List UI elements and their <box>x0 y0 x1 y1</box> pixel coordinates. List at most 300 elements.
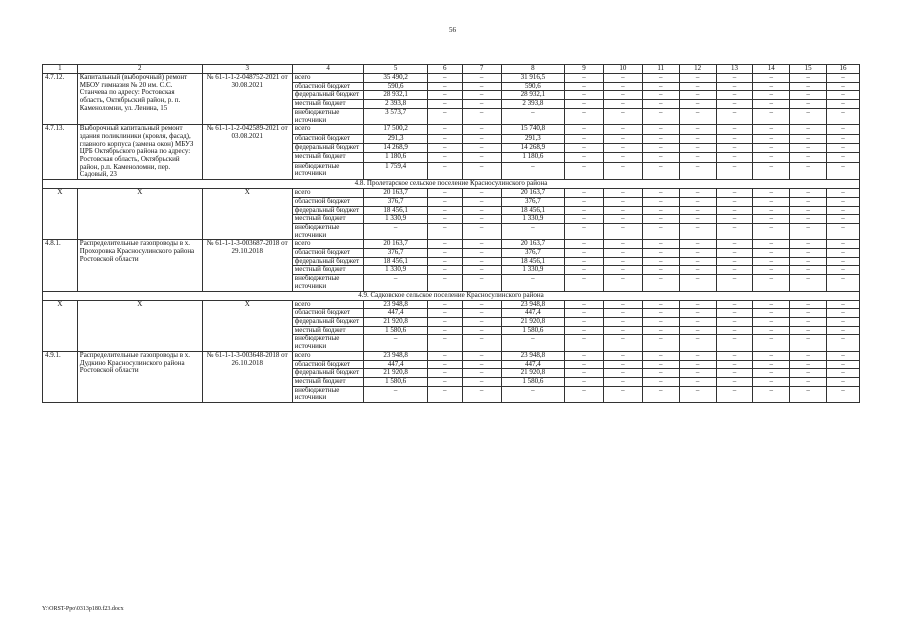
value-col14: – <box>753 125 790 134</box>
item-document: Х <box>202 189 292 240</box>
header-cell: 10 <box>603 65 642 74</box>
value-col10: – <box>603 223 642 239</box>
value-col5: 18 456,1 <box>364 206 427 215</box>
value-col10: – <box>603 249 642 258</box>
value-col9: – <box>565 377 604 386</box>
value-col6: – <box>427 377 462 386</box>
value-col8: 23 948,8 <box>501 351 564 360</box>
value-col12: – <box>679 377 716 386</box>
value-col13: – <box>716 257 753 266</box>
funding-source: местный бюджет <box>292 266 364 275</box>
funding-source: федеральный бюджет <box>292 91 364 100</box>
value-col16: – <box>827 197 860 206</box>
value-col11: – <box>642 189 679 198</box>
value-col12: – <box>679 386 716 402</box>
header-cell: 5 <box>364 65 427 74</box>
value-col15: – <box>790 134 827 143</box>
value-col7: – <box>462 153 501 162</box>
value-col8: 14 268,9 <box>501 143 564 152</box>
value-col8: 28 932,1 <box>501 91 564 100</box>
value-col15: – <box>790 162 827 180</box>
value-col16: – <box>827 215 860 224</box>
value-col5: 376,7 <box>364 197 427 206</box>
value-col16: – <box>827 369 860 378</box>
item-number: 4.7.12. <box>43 74 78 125</box>
value-col13: – <box>716 240 753 249</box>
header-cell: 8 <box>501 65 564 74</box>
value-col7: – <box>462 223 501 239</box>
value-col5: – <box>364 223 427 239</box>
value-col12: – <box>679 275 716 291</box>
value-col7: – <box>462 360 501 369</box>
section-row <box>43 291 860 300</box>
value-col6: – <box>427 326 462 335</box>
value-col7: – <box>462 162 501 180</box>
value-col15: – <box>790 326 827 335</box>
value-col14: – <box>753 91 790 100</box>
header-cell: 2 <box>77 65 202 74</box>
value-col16: – <box>827 189 860 198</box>
table-row <box>43 125 860 134</box>
funding-source: областной бюджет <box>292 360 364 369</box>
value-col10: – <box>603 215 642 224</box>
value-col9: – <box>565 369 604 378</box>
value-col10: – <box>603 125 642 134</box>
header-cell: 1 <box>43 65 78 74</box>
value-col9: – <box>565 317 604 326</box>
value-col6: – <box>427 206 462 215</box>
value-col14: – <box>753 335 790 351</box>
file-path-footer: Y:\ORST-Ppo\0313p180.f23.docx <box>42 606 124 612</box>
value-col6: – <box>427 223 462 239</box>
value-col8: 291,3 <box>501 134 564 143</box>
value-col14: – <box>753 326 790 335</box>
value-col13: – <box>716 134 753 143</box>
value-col14: – <box>753 197 790 206</box>
value-col12: – <box>679 309 716 318</box>
value-col6: – <box>427 108 462 124</box>
value-col16: – <box>827 335 860 351</box>
value-col14: – <box>753 100 790 109</box>
value-col11: – <box>642 197 679 206</box>
value-col11: – <box>642 91 679 100</box>
value-col11: – <box>642 125 679 134</box>
value-col15: – <box>790 335 827 351</box>
value-col15: – <box>790 153 827 162</box>
funding-source: всего <box>292 300 364 309</box>
value-col10: – <box>603 206 642 215</box>
value-col11: – <box>642 369 679 378</box>
value-col10: – <box>603 300 642 309</box>
value-col14: – <box>753 249 790 258</box>
value-col8: 23 948,8 <box>501 300 564 309</box>
value-col16: – <box>827 82 860 91</box>
value-col6: – <box>427 369 462 378</box>
value-col7: – <box>462 249 501 258</box>
table-row <box>43 189 860 198</box>
value-col15: – <box>790 369 827 378</box>
value-col13: – <box>716 309 753 318</box>
section-row <box>43 180 860 189</box>
value-col5: 447,4 <box>364 309 427 318</box>
value-col14: – <box>753 108 790 124</box>
funding-source: внебюджетные источники <box>292 108 364 124</box>
value-col6: – <box>427 74 462 83</box>
value-col16: – <box>827 351 860 360</box>
value-col8: 21 920,8 <box>501 369 564 378</box>
value-col7: – <box>462 377 501 386</box>
value-col13: – <box>716 351 753 360</box>
value-col5: – <box>364 386 427 402</box>
value-col11: – <box>642 82 679 91</box>
value-col9: – <box>565 386 604 402</box>
header-cell: 6 <box>427 65 462 74</box>
value-col6: – <box>427 317 462 326</box>
header-cell: 11 <box>642 65 679 74</box>
funding-source: местный бюджет <box>292 153 364 162</box>
value-col13: – <box>716 91 753 100</box>
value-col13: – <box>716 215 753 224</box>
value-col8: 1 580,6 <box>501 377 564 386</box>
value-col5: 291,3 <box>364 134 427 143</box>
value-col15: – <box>790 215 827 224</box>
item-name: Х <box>77 300 202 351</box>
value-col9: – <box>565 206 604 215</box>
value-col8: – <box>501 223 564 239</box>
value-col9: – <box>565 100 604 109</box>
funding-source: областной бюджет <box>292 134 364 143</box>
value-col5: 18 456,1 <box>364 257 427 266</box>
value-col7: – <box>462 275 501 291</box>
header-cell: 7 <box>462 65 501 74</box>
value-col12: – <box>679 125 716 134</box>
value-col12: – <box>679 197 716 206</box>
value-col15: – <box>790 100 827 109</box>
value-col9: – <box>565 74 604 83</box>
value-col16: – <box>827 162 860 180</box>
funding-source: федеральный бюджет <box>292 143 364 152</box>
value-col8: – <box>501 162 564 180</box>
value-col15: – <box>790 377 827 386</box>
value-col8: – <box>501 108 564 124</box>
value-col13: – <box>716 153 753 162</box>
value-col6: – <box>427 197 462 206</box>
value-col11: – <box>642 257 679 266</box>
value-col12: – <box>679 240 716 249</box>
value-col12: – <box>679 369 716 378</box>
value-col8: – <box>501 275 564 291</box>
value-col13: – <box>716 386 753 402</box>
value-col16: – <box>827 240 860 249</box>
value-col11: – <box>642 134 679 143</box>
value-col5: 1 580,6 <box>364 326 427 335</box>
value-col5: 1 580,6 <box>364 377 427 386</box>
value-col16: – <box>827 300 860 309</box>
value-col14: – <box>753 143 790 152</box>
value-col5: 23 948,8 <box>364 300 427 309</box>
value-col10: – <box>603 240 642 249</box>
value-col10: – <box>603 386 642 402</box>
value-col8: 20 163,7 <box>501 240 564 249</box>
value-col9: – <box>565 326 604 335</box>
value-col11: – <box>642 326 679 335</box>
value-col14: – <box>753 134 790 143</box>
header-cell: 13 <box>716 65 753 74</box>
value-col6: – <box>427 125 462 134</box>
value-col7: – <box>462 206 501 215</box>
value-col10: – <box>603 335 642 351</box>
value-col16: – <box>827 266 860 275</box>
value-col9: – <box>565 125 604 134</box>
value-col5: 1 180,6 <box>364 153 427 162</box>
value-col8: 1 330,9 <box>501 266 564 275</box>
funding-source: местный бюджет <box>292 100 364 109</box>
header-row <box>43 65 860 74</box>
value-col16: – <box>827 153 860 162</box>
value-col7: – <box>462 189 501 198</box>
value-col15: – <box>790 223 827 239</box>
value-col5: 376,7 <box>364 249 427 258</box>
value-col6: – <box>427 143 462 152</box>
funding-source: местный бюджет <box>292 326 364 335</box>
value-col13: – <box>716 100 753 109</box>
value-col6: – <box>427 82 462 91</box>
value-col9: – <box>565 153 604 162</box>
value-col14: – <box>753 257 790 266</box>
value-col7: – <box>462 134 501 143</box>
item-document: № 61-1-1-2-042589-2021 от 03.08.2021 <box>202 125 292 180</box>
value-col11: – <box>642 223 679 239</box>
value-col6: – <box>427 335 462 351</box>
value-col10: – <box>603 326 642 335</box>
value-col15: – <box>790 309 827 318</box>
value-col14: – <box>753 153 790 162</box>
value-col10: – <box>603 257 642 266</box>
item-name: Распределительные газопроводы в х. Прохоровка Красносулинского района Ростовской области <box>77 240 202 291</box>
value-col9: – <box>565 240 604 249</box>
value-col7: – <box>462 82 501 91</box>
item-number: 4.9.1. <box>43 351 78 402</box>
value-col12: – <box>679 143 716 152</box>
value-col13: – <box>716 223 753 239</box>
value-col13: – <box>716 108 753 124</box>
value-col6: – <box>427 275 462 291</box>
section-title: 4.9. Садковское сельское поселение Красносулинского района <box>43 291 860 300</box>
value-col12: – <box>679 162 716 180</box>
value-col13: – <box>716 369 753 378</box>
value-col11: – <box>642 249 679 258</box>
value-col8: 21 920,8 <box>501 317 564 326</box>
value-col15: – <box>790 275 827 291</box>
item-number: Х <box>43 300 78 351</box>
value-col11: – <box>642 377 679 386</box>
value-col13: – <box>716 335 753 351</box>
value-col15: – <box>790 206 827 215</box>
funding-source: внебюджетные источники <box>292 386 364 402</box>
value-col13: – <box>716 317 753 326</box>
value-col6: – <box>427 162 462 180</box>
value-col10: – <box>603 162 642 180</box>
value-col6: – <box>427 386 462 402</box>
value-col12: – <box>679 134 716 143</box>
value-col12: – <box>679 82 716 91</box>
value-col15: – <box>790 249 827 258</box>
value-col15: – <box>790 143 827 152</box>
table-row <box>43 240 860 249</box>
value-col16: – <box>827 134 860 143</box>
value-col8: – <box>501 386 564 402</box>
value-col6: – <box>427 300 462 309</box>
value-col10: – <box>603 134 642 143</box>
value-col15: – <box>790 386 827 402</box>
value-col6: – <box>427 257 462 266</box>
value-col12: – <box>679 108 716 124</box>
value-col11: – <box>642 215 679 224</box>
value-col13: – <box>716 275 753 291</box>
item-name: Выборочный капитальный ремонт здания поликлиники (кровля, фасад), главного корпуса (замена окон) МБУЗ ЦРБ Октябрьского района по адресу: Ростовская область, Октябрьский район, р.п. Каменоломни, пер. Садовый, 23 <box>77 125 202 180</box>
value-col7: – <box>462 351 501 360</box>
value-col10: – <box>603 317 642 326</box>
funding-source: всего <box>292 125 364 134</box>
value-col14: – <box>753 162 790 180</box>
value-col5: 35 490,2 <box>364 74 427 83</box>
value-col10: – <box>603 266 642 275</box>
value-col12: – <box>679 153 716 162</box>
value-col14: – <box>753 266 790 275</box>
value-col10: – <box>603 100 642 109</box>
value-col6: – <box>427 134 462 143</box>
value-col8: 18 456,1 <box>501 257 564 266</box>
value-col14: – <box>753 309 790 318</box>
funding-source: всего <box>292 240 364 249</box>
value-col16: – <box>827 360 860 369</box>
budget-table <box>42 64 860 403</box>
value-col6: – <box>427 351 462 360</box>
value-col9: – <box>565 335 604 351</box>
value-col16: – <box>827 386 860 402</box>
value-col12: – <box>679 249 716 258</box>
value-col6: – <box>427 360 462 369</box>
value-col10: – <box>603 377 642 386</box>
value-col9: – <box>565 275 604 291</box>
value-col15: – <box>790 300 827 309</box>
item-document: Х <box>202 300 292 351</box>
value-col5: 21 920,8 <box>364 369 427 378</box>
value-col9: – <box>565 197 604 206</box>
value-col12: – <box>679 266 716 275</box>
value-col16: – <box>827 206 860 215</box>
value-col11: – <box>642 300 679 309</box>
section-title: 4.8. Пролетарское сельское поселение Красносулинского района <box>43 180 860 189</box>
funding-source: внебюджетные источники <box>292 275 364 291</box>
item-name: Капитальный (выборочный) ремонт МБОУ гимназия № 20 им. С.С. Станчева по адресу: Ростовская область, Октябрьский район, р. п. Каменоломни, ул. Ленина, 15 <box>77 74 202 125</box>
value-col15: – <box>790 125 827 134</box>
value-col15: – <box>790 360 827 369</box>
value-col14: – <box>753 369 790 378</box>
value-col5: – <box>364 335 427 351</box>
value-col9: – <box>565 257 604 266</box>
value-col11: – <box>642 143 679 152</box>
value-col5: 21 920,8 <box>364 317 427 326</box>
value-col9: – <box>565 108 604 124</box>
value-col14: – <box>753 223 790 239</box>
value-col6: – <box>427 91 462 100</box>
value-col16: – <box>827 100 860 109</box>
item-document: № 61-1-1-2-048752-2021 от 30.08.2021 <box>202 74 292 125</box>
header-cell: 14 <box>753 65 790 74</box>
value-col13: – <box>716 326 753 335</box>
value-col5: 23 948,8 <box>364 351 427 360</box>
value-col16: – <box>827 309 860 318</box>
funding-source: местный бюджет <box>292 377 364 386</box>
value-col15: – <box>790 108 827 124</box>
value-col8: 31 916,5 <box>501 74 564 83</box>
funding-source: местный бюджет <box>292 215 364 224</box>
funding-source: внебюджетные источники <box>292 223 364 239</box>
value-col11: – <box>642 386 679 402</box>
value-col8: 20 163,7 <box>501 189 564 198</box>
value-col14: – <box>753 351 790 360</box>
value-col13: – <box>716 249 753 258</box>
value-col12: – <box>679 326 716 335</box>
item-number: 4.7.13. <box>43 125 78 180</box>
value-col11: – <box>642 275 679 291</box>
table-row <box>43 74 860 83</box>
item-document: № 61-1-1-3-003648-2018 от 26.10.2018 <box>202 351 292 402</box>
funding-source: федеральный бюджет <box>292 206 364 215</box>
value-col13: – <box>716 74 753 83</box>
funding-source: всего <box>292 189 364 198</box>
value-col7: – <box>462 125 501 134</box>
value-col6: – <box>427 100 462 109</box>
value-col11: – <box>642 153 679 162</box>
value-col13: – <box>716 197 753 206</box>
value-col13: – <box>716 377 753 386</box>
value-col5: 447,4 <box>364 360 427 369</box>
value-col7: – <box>462 266 501 275</box>
item-name: Распределительные газопроводы в х. Дудкино Красносулинского района Ростовской области <box>77 351 202 402</box>
value-col15: – <box>790 91 827 100</box>
value-col14: – <box>753 189 790 198</box>
value-col14: – <box>753 360 790 369</box>
value-col14: – <box>753 317 790 326</box>
value-col13: – <box>716 125 753 134</box>
item-name: Х <box>77 189 202 240</box>
value-col7: – <box>462 108 501 124</box>
value-col5: 20 163,7 <box>364 240 427 249</box>
value-col16: – <box>827 143 860 152</box>
value-col11: – <box>642 206 679 215</box>
page-number: 56 <box>449 26 456 34</box>
value-col13: – <box>716 266 753 275</box>
value-col13: – <box>716 143 753 152</box>
value-col16: – <box>827 275 860 291</box>
value-col16: – <box>827 326 860 335</box>
value-col8: 590,6 <box>501 82 564 91</box>
value-col7: – <box>462 300 501 309</box>
value-col13: – <box>716 82 753 91</box>
value-col5: 14 268,9 <box>364 143 427 152</box>
value-col14: – <box>753 275 790 291</box>
header-cell: 15 <box>790 65 827 74</box>
value-col11: – <box>642 100 679 109</box>
value-col5: 20 163,7 <box>364 189 427 198</box>
value-col11: – <box>642 74 679 83</box>
value-col15: – <box>790 257 827 266</box>
value-col8: 1 180,6 <box>501 153 564 162</box>
table-row <box>43 300 860 309</box>
value-col5: 1 330,9 <box>364 215 427 224</box>
